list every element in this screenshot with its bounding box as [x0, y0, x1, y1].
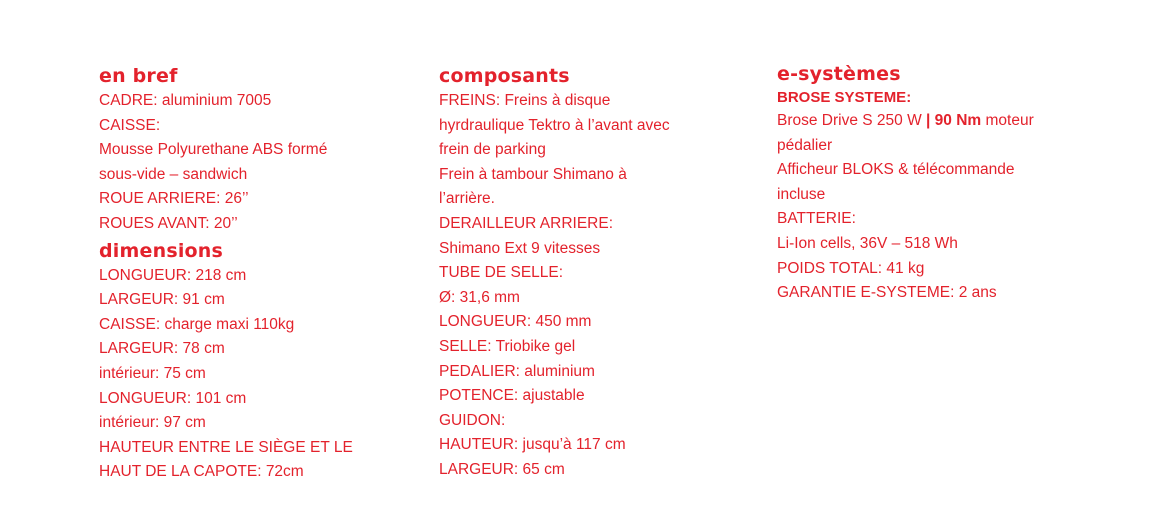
spec-line: Li-Ion cells, 36V – 518 Wh: [777, 234, 958, 252]
spec-line: CAISSE: charge maxi 110kg: [99, 315, 295, 333]
spec-line: intérieur: 75 cm: [99, 364, 206, 382]
column-composants: [439, 64, 759, 483]
spec-line: ROUE ARRIERE: 26’’: [99, 190, 249, 208]
spec-line: LARGEUR: 91 cm: [99, 291, 225, 309]
spec-line: frein de parking: [439, 141, 546, 159]
spec-line: Shimano Ext 9 vitesses: [439, 239, 601, 257]
spec-line: HAUT DE LA CAPOTE: 72cm: [99, 463, 304, 481]
spec-line: l’arrière.: [439, 190, 495, 208]
spec-line: intérieur: 97 cm: [99, 414, 206, 432]
spec-line: LONGUEUR: 450 mm: [439, 313, 592, 331]
spec-line: TUBE DE SELLE:: [439, 264, 564, 282]
column-e-systemes: [777, 62, 1107, 306]
motor-suffix: moteur: [981, 112, 1034, 129]
section-title-en-bref: en bref: [99, 65, 178, 87]
spec-line: GUIDON:: [439, 411, 506, 429]
spec-line: HAUTEUR ENTRE LE SIÈGE ET LE: [99, 438, 353, 456]
spec-line: LONGUEUR: 101 cm: [99, 389, 247, 407]
motor-separator: |: [921, 112, 935, 129]
spec-line: GARANTIE E-SYSTEME: 2 ans: [777, 284, 997, 302]
spec-line: DERAILLEUR ARRIERE:: [439, 214, 613, 232]
spec-line: CAISSE:: [99, 116, 161, 134]
spec-line: CADRE: aluminium 7005: [99, 92, 272, 109]
spec-line: PEDALIER: aluminium: [439, 362, 595, 380]
spec-line: Frein à tambour Shimano à: [439, 165, 627, 183]
motor-spec-line: [777, 109, 1107, 134]
spec-line: Ø: 31,6 mm: [439, 288, 520, 306]
spec-line: LONGUEUR: 218 cm: [99, 266, 247, 284]
spec-line: SELLE: Triobike gel: [439, 337, 576, 355]
spec-line: LARGEUR: 65 cm: [439, 460, 565, 478]
spec-line: pédalier: [777, 136, 833, 154]
section-title-e-systemes: e-systèmes: [777, 63, 901, 85]
column-en-bref: [99, 64, 419, 485]
spec-line: POIDS TOTAL: 41 kg: [777, 259, 925, 277]
spec-line: sous-vide – sandwich: [99, 165, 248, 183]
spec-line: LARGEUR: 78 cm: [99, 340, 225, 358]
spec-line: BATTERIE:: [777, 210, 856, 228]
spec-list-en-bref: [99, 89, 419, 237]
spec-line: ROUES AVANT: 20’’: [99, 214, 238, 232]
spec-line: HAUTEUR: jusqu’à 117 cm: [439, 436, 626, 454]
spec-line: POTENCE: ajustable: [439, 387, 585, 405]
spec-line: Mousse Polyurethane ABS formé: [99, 141, 328, 159]
section-title-composants: composants: [439, 65, 570, 87]
motor-model: Brose Drive S 250 W: [777, 112, 922, 129]
subsection-title-brose: BROSE SYSTEME:: [777, 89, 912, 106]
spec-list-dimensions: [99, 264, 419, 485]
motor-torque: 90 Nm: [934, 112, 982, 129]
section-title-dimensions: dimensions: [99, 239, 224, 262]
spec-list-composants: [439, 89, 759, 483]
spec-line: FREINS: Freins à disque: [439, 92, 611, 109]
spec-line: hyrdraulique Tektro à l’avant avec: [439, 116, 670, 134]
spec-line: incluse: [777, 185, 826, 203]
spec-line: Afficheur BLOKS & télécommande: [777, 161, 1015, 179]
